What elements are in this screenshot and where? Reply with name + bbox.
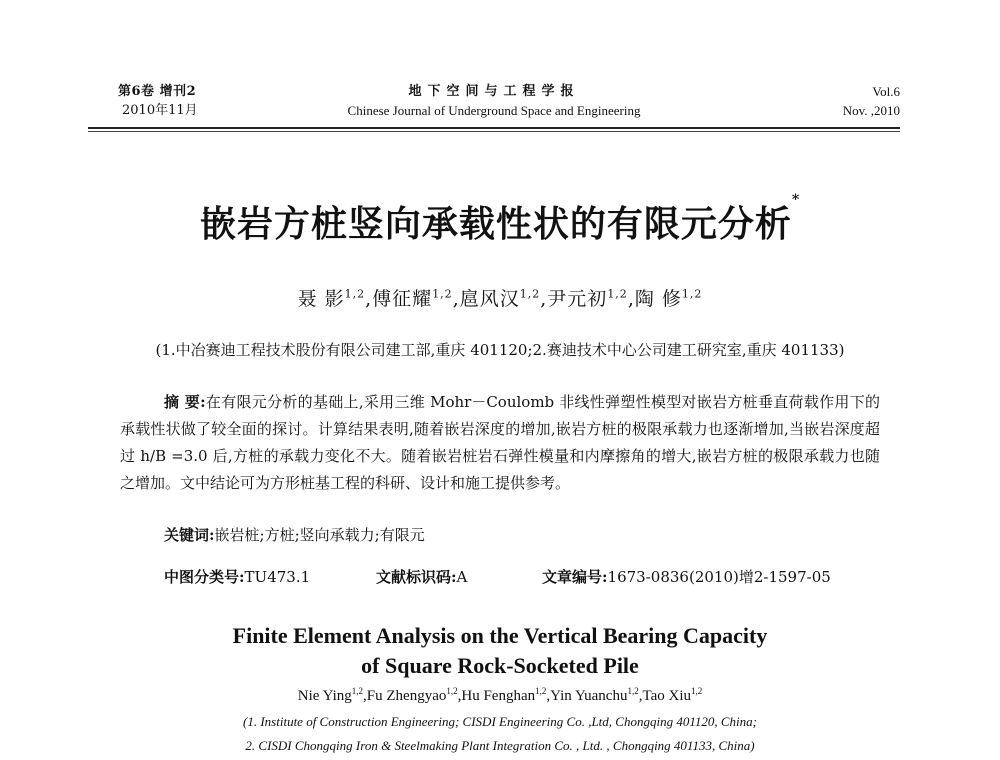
clc-value: TU473.1 <box>244 568 311 586</box>
english-author-list: Nie Ying$^{1,2}$,Fu Zhengyao$^{1,2}$,Hu Fenghan$^{1,2}$,Yin Yuanchu$^{1,2}$,Tao Xiu$^{1,2}$ <box>297 686 703 704</box>
en-author: Tao Xiu <box>642 688 691 704</box>
abstract-label: 摘 要: <box>164 393 206 411</box>
en-author-sup: 1,2 <box>351 686 364 696</box>
en-author: Fu Zhengyao <box>366 688 447 704</box>
en-author-sup: 1,2 <box>535 686 547 696</box>
clc-label: 中图分类号: <box>164 568 245 586</box>
en-author-sup: 1,2 <box>691 686 703 696</box>
author-affil-sup: 1,2 <box>519 287 541 301</box>
english-title-line1: Finite Element Analysis on the Vertical Bearing Capacity <box>232 623 768 648</box>
author-affil-sup: 1,2 <box>681 287 703 301</box>
author-affil-sup: 1,2 <box>607 287 628 301</box>
journal-name <box>88 82 900 120</box>
author: 尹元初 <box>547 288 608 310</box>
english-affiliation-line1: (1. Institute of Construction Engineering; CISDI Engineering Co. ,Ltd, Chongqing 401120, China; <box>243 714 757 729</box>
en-author: Nie Ying <box>297 688 352 704</box>
article-no-value: 1673-0836(2010)增2-1597-05 <box>607 568 831 586</box>
english-affiliation <box>0 710 1000 758</box>
journal-name-cn: 地下空间与工程学报 <box>408 84 580 99</box>
volume-info-en <box>843 82 900 120</box>
en-author-sup: 1,2 <box>627 686 639 696</box>
volume-en: Vol.6 <box>872 84 900 99</box>
en-author-sup: 1,2 <box>446 686 458 696</box>
english-affiliation-line2: 2. CISDI Chongqing Iron & Steelmaking Plant Integration Co. , Ltd. , Chongqing 401133, China) <box>245 738 755 753</box>
author-list: 聂 影$^{1,2}$,傅征耀$^{1,2}$,扈风汉$^{1,2}$,尹元初$^{1,2}$,陶 修$^{1,2}$ <box>297 287 703 310</box>
author: 傅征耀 <box>372 288 433 310</box>
issue-date: 2010年11月 <box>122 103 198 118</box>
article-no-label: 文章编号: <box>542 568 608 586</box>
paper-title <box>0 192 1000 247</box>
header-rule-thin <box>88 131 900 132</box>
author-affil-sup: 1,2 <box>432 287 453 301</box>
en-author: Yin Yuanchu <box>550 688 628 704</box>
paper-title-text: 嵌岩方桩竖向承载性状的有限元分析 <box>199 203 792 245</box>
english-title <box>0 621 1000 681</box>
affiliation: (1.中冶赛迪工程技术股份有限公司建工部,重庆 401120;2.赛迪技术中心公司建工研究室,重庆 401133) <box>155 341 845 359</box>
english-title-line2: of Square Rock-Socketed Pile <box>361 653 639 678</box>
author: 扈风汉 <box>459 288 520 310</box>
keywords-text: 嵌岩桩;方桩;竖向承载力;有限元 <box>214 526 425 544</box>
date-en: Nov. ,2010 <box>842 103 900 118</box>
author: 聂 影 <box>297 288 345 310</box>
keywords-label: 关键词: <box>164 526 215 544</box>
author: 陶 修 <box>634 288 682 310</box>
keywords <box>164 524 425 545</box>
en-author: Hu Fenghan <box>461 688 536 704</box>
abstract <box>120 389 880 497</box>
author-affil-sup: 1,2 <box>344 287 366 301</box>
abstract-text: 在有限元分析的基础上,采用三维 Mohr－Coulomb 非线性弹塑性模型对嵌岩方桩垂直荷载作用下的承载性状做了较全面的探讨。计算结果表明,随着嵌岩深度的增加,嵌岩方桩的极限承载力也逐渐增加,当嵌岩深度超过 h/B =3.0 后,方桩的承载力变化不大。随着嵌岩桩岩石弹性模量和内摩擦角的增大,嵌岩方桩的极限承载力也随之增加。文中结论可为方形桩基工程的科研、设计和施工提供参考。 <box>120 393 880 492</box>
doc-code-value: A <box>456 568 468 586</box>
title-footnote-mark: * <box>791 192 801 208</box>
volume-issue: 第6卷 增刊2 <box>118 84 197 99</box>
journal-header <box>88 82 900 126</box>
journal-name-en: Chinese Journal of Underground Space and Engineering <box>347 103 641 118</box>
doc-code-label: 文献标识码: <box>376 568 457 586</box>
header-rule <box>88 127 900 129</box>
